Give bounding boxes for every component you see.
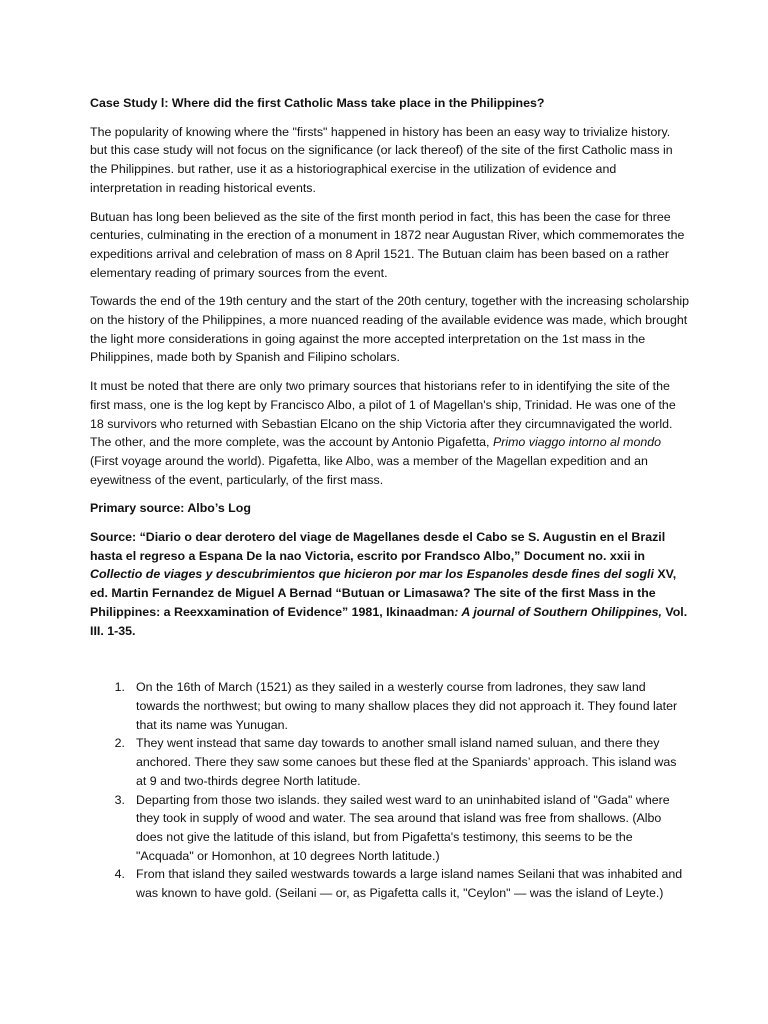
list-item: [90, 678, 690, 734]
list-item-number: 2.: [114, 736, 125, 751]
source-citation-part-2: XV, ed. Martin Fernandez de Miguel A Bernad “Butuan or Limasawa? The site of the first Mass in the Philippines: a Reexxamination of Evidence” 1981, Ikinaadman: [90, 567, 677, 619]
list-item: [90, 865, 690, 902]
source-citation-part-3: Vol. III. 1-35.: [90, 604, 688, 638]
list-item-number: 4.: [114, 867, 125, 882]
list-item-number: 3.: [114, 792, 125, 807]
list-item-number: 1.: [114, 680, 125, 695]
source-citation-italic-2: : A journal of Southern Ohilippines,: [454, 604, 662, 619]
paragraph-primary-sources: [90, 377, 690, 489]
source-citation: [90, 528, 690, 640]
source-citation-part-1: Source: “Diario o dear derotero del viage de Magellanes desde el Cabo se S. Augustin en el Brazil hasta el regreso a Espana De la nao Victoria, escrito por Frandsco Albo,” Document no. xxii in: [90, 530, 666, 563]
primary-source-heading: Primary source: Albo’s Log: [90, 501, 251, 516]
paragraph-butuan: Butuan has long been believed as the site of the first month period in fact, this has been the case for three centuries, culminating in the erection of a monument in 1872 near Augustan River, which commemorates the expeditions arrival and celebration of mass on 8 April 1521. The Butuan claim has been based on a rather elementary reading of primary sources from the event.: [90, 209, 685, 280]
primo-viaggo-title: Primo viaggo intorno al mondo: [492, 435, 662, 450]
list-item-text: On the 16th of March (1521) as they sailed in a westerly course from ladrones, they saw land towards the northwest; but owing to many shallow places they did not approach it. They found later that its name was Yunugan.: [136, 680, 678, 732]
albo-log-list: [90, 678, 690, 902]
paragraph-intro: The popularity of knowing where the "firsts" happened in history has been an easy way to trivialize history. but this case study will not focus on the significance (or lack thereof) of the site of the first Catholic mass in the Philippines. but rather, use it as a historiographical exercise in the utilization of evidence and interpretation in reading historical events.: [90, 124, 673, 195]
source-citation-italic-1: Collectio de viages y descubrimientos que hicieron por mar los Espanoles desde fines del sogli: [90, 567, 654, 582]
list-item-text: They went instead that same day towards to another small island named suluan, and there they anchored. There they saw some canoes but these fled at the Spaniards’ approach. This island was at 9 and two-thirds degree North latitude.: [136, 736, 677, 788]
paragraph-scholarship: Towards the end of the 19th century and the start of the 20th century, together with the increasing scholarship on the history of the Philippines, a more nuanced reading of the available evidence was made, which brought the light more considerations in going against the more accepted interpretation on the 1st mass in the Philippines, made both by Spanish and Filipino scholars.: [90, 294, 690, 365]
paragraph-primary-sources-text-2: (First voyage around the world). Pigafetta, like Albo, was a member of the Magellan expedition and an eyewitness of the event, particularly, of the first mass.: [90, 453, 648, 487]
list-item: [90, 734, 690, 790]
list-item-text: Departing from those two islands. they sailed west ward to an uninhabited island of "Gada" where they took in supply of wood and water. The sea around that island was free from shallows. (Albo does not give the latitude of this island, but from Pigafetta's testimony, this seems to be the "Acquada" or Homonhon, at 10 degrees North latitude.): [136, 792, 670, 863]
list-item-text: From that island they sailed westwards towards a large island names Seilani that was inhabited and was known to have gold. (Seilani — or, as Pigafetta calls it, "Ceylon" — was the island of Leyte.): [136, 867, 683, 901]
paragraph-primary-sources-text-1: It must be noted that there are only two primary sources that historians refer to in identifying the site of the first mass, one is the log kept by Francisco Albo, a pilot of 1 of Magellan's ship, Trinidad. He was one of the 18 survivors who returned with Sebastian Elcano on the ship Victoria after they circumnavigated the world. The other, and the more complete, was the account by Antonio Pigafetta,: [90, 379, 676, 450]
case-study-title: Case Study l: Where did the first Catholic Mass take place in the Philippines?: [90, 96, 545, 110]
list-item: [90, 791, 690, 866]
